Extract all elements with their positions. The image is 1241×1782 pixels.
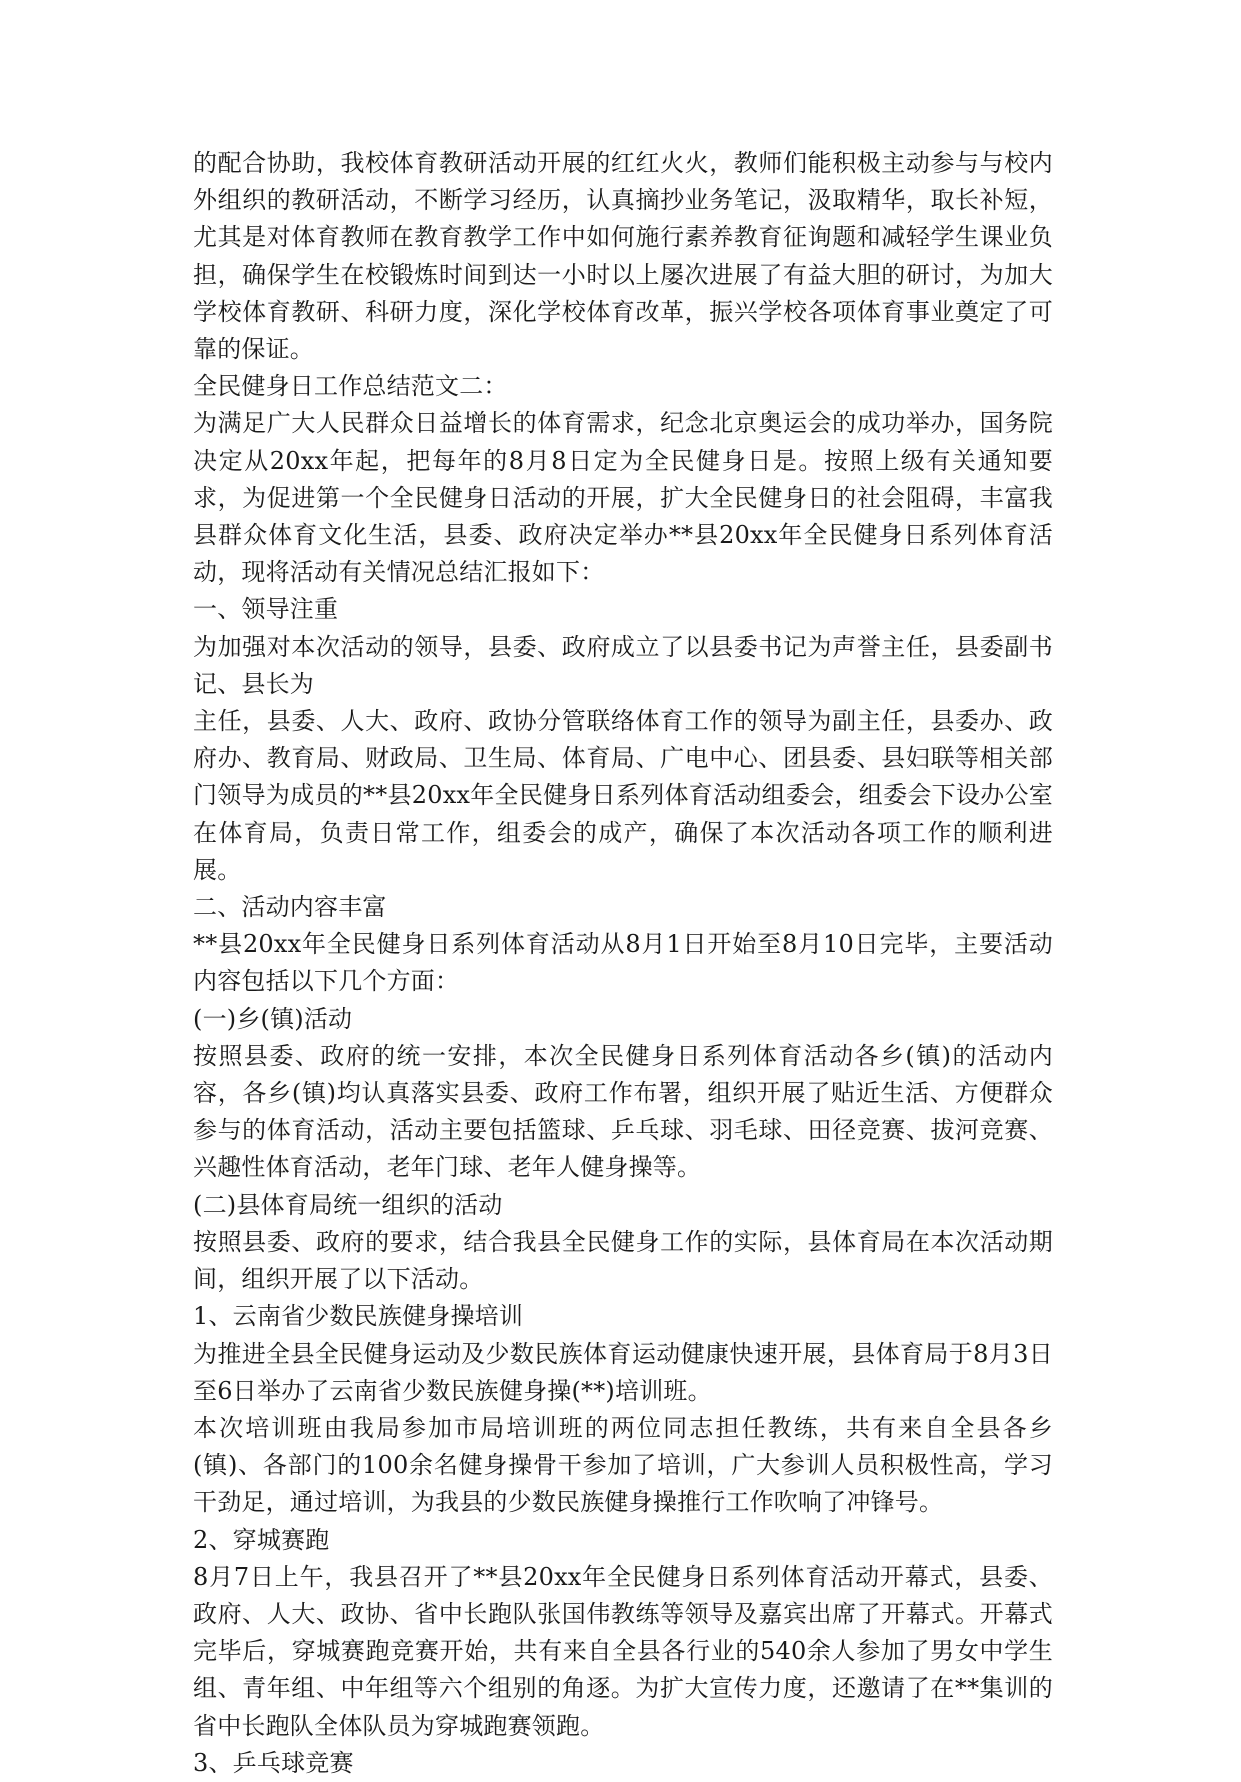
subsection-heading: (二)县体育局统一组织的活动 (193, 1190, 503, 1219)
paragraph: 按照县委、政府的统一安排，本次全民健身日系列体育活动各乡(镇)的活动内容，各乡(镇)均认真落实县委、政府工作布署，组织开展了贴近生活、方便群众参与的体育活动，活动主要包括篮球、乒乓球、羽毛球、田径竞赛、拔河竞赛、兴趣性体育活动，老年门球、老年人健身操等。 (193, 1041, 1053, 1182)
paragraph: 本次培训班由我局参加市局培训班的两位同志担任教练，共有来自全县各乡(镇)、各部门的100余名健身操骨干参加了培训，广大参训人员积极性高，学习干劲足，通过培训，为我县的少数民族健身操推行工作吹响了冲锋号。 (193, 1413, 1053, 1517)
section-heading: 全民健身日工作总结范文二： (193, 372, 508, 401)
paragraph: **县20xx年全民健身日系列体育活动从8月1日开始至8月10日完毕，主要活动内容包括以下几个方面： (193, 930, 1053, 996)
item-heading: 3、乒乓球竞赛 (193, 1748, 354, 1777)
section-heading: 二、活动内容丰富 (193, 893, 387, 922)
paragraph: 主任，县委、人大、政府、政协分管联络体育工作的领导为副主任，县委办、政府办、教育局、财政局、卫生局、体育局、广电中心、团县委、县妇联等相关部门领导为成员的**县20xx年全民健身日系列体育活动组委会，组委会下设办公室在体育局，负责日常工作，组委会的成产，确保了本次活动各项工作的顺利进展。 (193, 707, 1053, 884)
item-heading: 1、云南省少数民族健身操培训 (193, 1302, 524, 1331)
item-heading: 2、穿城赛跑 (193, 1525, 330, 1554)
paragraph: 按照县委、政府的要求，结合我县全民健身工作的实际，县体育局在本次活动期间，组织开展了以下活动。 (193, 1227, 1053, 1294)
paragraph: 为推进全县全民健身运动及少数民族体育运动健康快速开展，县体育局于8月3日至6日举办了云南省少数民族健身操(**)培训班。 (193, 1339, 1053, 1405)
paragraph: 的配合协助，我校体育教研活动开展的红红火火，教师们能积极主动参与与校内外组织的教研活动，不断学习经历，认真摘抄业务笔记，汲取精华，取长补短，尤其是对体育教师在教育教学工作中如何施行素养教育征询题和减轻学生课业负担，确保学生在校锻炼时间到达一小时以上屡次进展了有益大胆的研讨，为加大学校体育教研、科研力度，深化学校体育改革，振兴学校各项体育事业奠定了可靠的保证。 (193, 149, 1053, 364)
document-body (193, 145, 1053, 1782)
paragraph: 8月7日上午，我县召开了**县20xx年全民健身日系列体育活动开幕式，县委、政府、人大、政协、省中长跑队张国伟教练等领导及嘉宾出席了开幕式。开幕式完毕后，穿城赛跑竞赛开始，共有来自全县各行业的540余人参加了男女中学生组、青年组、中年组等六个组别的角逐。为扩大宣传力度，还邀请了在**集训的省中长跑队全体队员为穿城跑赛领跑。 (193, 1562, 1053, 1740)
paragraph: 为加强对本次活动的领导，县委、政府成立了以县委书记为声誉主任，县委副书记、县长为 (193, 632, 1053, 698)
section-heading: 一、领导注重 (193, 595, 339, 624)
paragraph: 为满足广大人民群众日益增长的体育需求，纪念北京奥运会的成功举办，国务院决定从20xx年起，把每年的8月8日定为全民健身日是。按照上级有关通知要求，为促进第一个全民健身日活动的开展，扩大全民健身日的社会阻碍，丰富我县群众体育文化生活，县委、政府决定举办**县20xx年全民健身日系列体育活动，现将活动有关情况总结汇报如下： (193, 409, 1053, 587)
subsection-heading: (一)乡(镇)活动 (193, 1004, 353, 1033)
